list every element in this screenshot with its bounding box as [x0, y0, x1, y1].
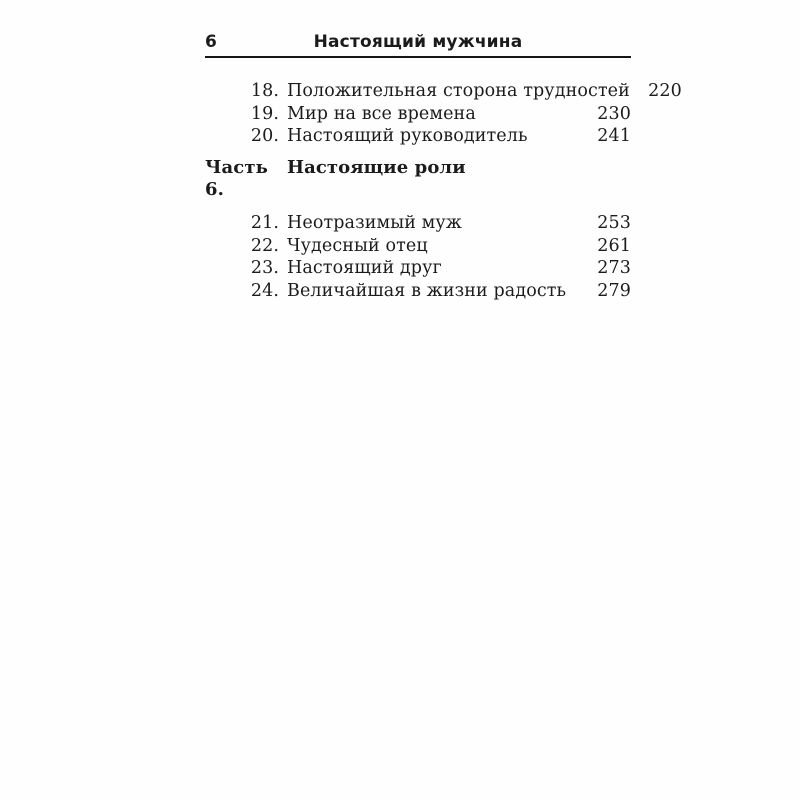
entry-number: 20. [250, 126, 279, 147]
part-heading-title: Настоящие роли [287, 156, 466, 178]
entry-page: 230 [597, 103, 631, 124]
running-title: Настоящий мужчина [313, 32, 523, 52]
part-heading-label: Часть 6. [205, 156, 268, 201]
entry-number: 23. [250, 258, 279, 279]
entry-number: 18. [250, 81, 279, 101]
toc-entry [205, 125, 631, 148]
entry-title: Настоящий друг [287, 258, 442, 279]
toc-entry [205, 103, 631, 126]
running-head [205, 32, 631, 58]
toc-entry [205, 257, 631, 280]
entry-title: Положительная сторона трудностей [287, 81, 630, 101]
part-heading [205, 157, 631, 202]
entry-page: 279 [597, 280, 631, 301]
toc-entry [205, 80, 682, 103]
entry-page: 241 [597, 126, 631, 147]
entry-title: Величайшая в жизни радость [287, 280, 567, 301]
entry-number: 21. [250, 212, 279, 233]
entry-page: 253 [597, 212, 631, 233]
page-content [205, 32, 682, 302]
entry-title: Неотразимый муж [287, 212, 462, 233]
entry-title: Чудесный отец [287, 235, 428, 256]
entry-title: Мир на все времена [287, 103, 476, 124]
toc-entry [205, 280, 631, 303]
entry-number: 22. [250, 235, 279, 256]
entry-page: 261 [597, 235, 631, 256]
entry-page: 273 [597, 258, 631, 279]
entry-number: 24. [250, 280, 279, 301]
entry-page: 220 [648, 81, 682, 101]
page-number: 6 [205, 32, 218, 52]
toc-entry [205, 235, 631, 258]
toc-entry [205, 212, 631, 235]
entry-number: 19. [250, 103, 279, 124]
table-of-contents [205, 58, 682, 302]
entry-title: Настоящий руководитель [287, 126, 528, 147]
